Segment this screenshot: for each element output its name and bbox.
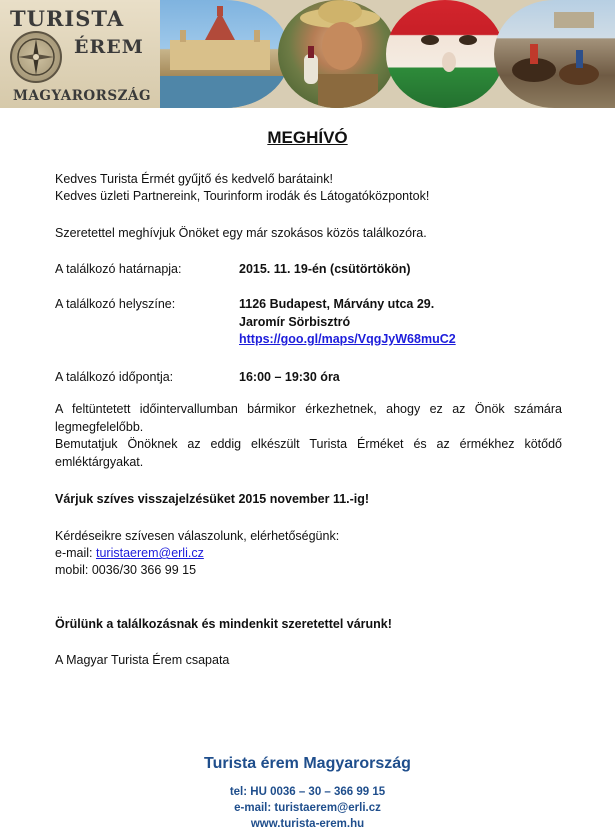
location-address: 1126 Budapest, Márvány utca 29. bbox=[239, 297, 435, 311]
deadline-value: 2015. 11. 19-én (csütörtökön) bbox=[239, 262, 411, 276]
man-with-wine-photo bbox=[278, 0, 396, 108]
parliament-photo bbox=[160, 0, 290, 108]
rsvp-text: Várjuk szíves visszajelzésüket 2015 november 11.-ig! bbox=[55, 492, 370, 506]
deadline-label: A találkozó határnapja: bbox=[55, 262, 182, 276]
footer-phone: tel: HU 0036 – 30 – 366 99 15 bbox=[229, 786, 386, 798]
footer-email: e-mail: turistaerem@erli.cz bbox=[234, 802, 381, 814]
details-paragraph bbox=[55, 401, 562, 471]
header-banner bbox=[0, 0, 615, 108]
location-label: A találkozó helyszíne: bbox=[55, 297, 176, 311]
contact-email-line bbox=[55, 545, 204, 562]
email-prefix: e-mail: bbox=[55, 546, 96, 560]
greeting-line-1: Kedves Turista Érmét gyűjtő és kedvelő barátaink! bbox=[55, 172, 333, 186]
signature: A Magyar Turista Érem csapata bbox=[55, 653, 230, 667]
logo-text-country: MAGYARORSZÁG bbox=[13, 88, 152, 104]
logo-text-turista: TURISTA bbox=[10, 6, 125, 31]
contact-mobile: mobil: 0036/30 366 99 15 bbox=[55, 563, 197, 577]
flag-face-photo bbox=[386, 0, 504, 108]
logo-text-erem: ÉREM bbox=[74, 36, 144, 58]
time-value: 16:00 – 19:30 óra bbox=[239, 370, 340, 384]
logo bbox=[0, 0, 165, 108]
email-link[interactable]: turistaerem@erli.cz bbox=[95, 546, 204, 560]
contact-intro: Kérdéseikre szívesen válaszolunk, elérhetőségünk: bbox=[55, 529, 340, 543]
footer-website[interactable]: www.turista-erem.hu bbox=[250, 818, 365, 830]
horse-riders-photo bbox=[494, 0, 615, 108]
document-title: MEGHÍVÓ bbox=[267, 128, 348, 147]
details-sentence-2: Bemutatjuk Önöknek az eddig elkészült Turista Érméket és az érmékhez kötődő emléktárgyakat. bbox=[55, 437, 562, 469]
greeting-line-2: Kedves üzleti Partnereink, Tourinform irodák és Látogatóközpontok! bbox=[55, 189, 430, 203]
invitation-intro: Szeretettel meghívjuk Önöket egy már szokásos közös találkozóra. bbox=[55, 226, 427, 240]
location-venue: Jaromír Sörbisztró bbox=[239, 315, 351, 329]
footer-title: Turista érem Magyarország bbox=[204, 755, 411, 772]
compass-icon bbox=[10, 31, 62, 83]
map-link[interactable]: https://goo.gl/maps/VqgJyW68muC2 bbox=[239, 332, 456, 346]
details-sentence-1: A feltüntetett időintervallumban bármikor érkezhetnek, ahogy ez az Önök számára legmegfelelőbb. bbox=[55, 402, 562, 434]
time-label: A találkozó időpontja: bbox=[55, 370, 174, 384]
closing-text: Örülünk a találkozásnak és mindenkit szeretettel várunk! bbox=[55, 617, 392, 631]
